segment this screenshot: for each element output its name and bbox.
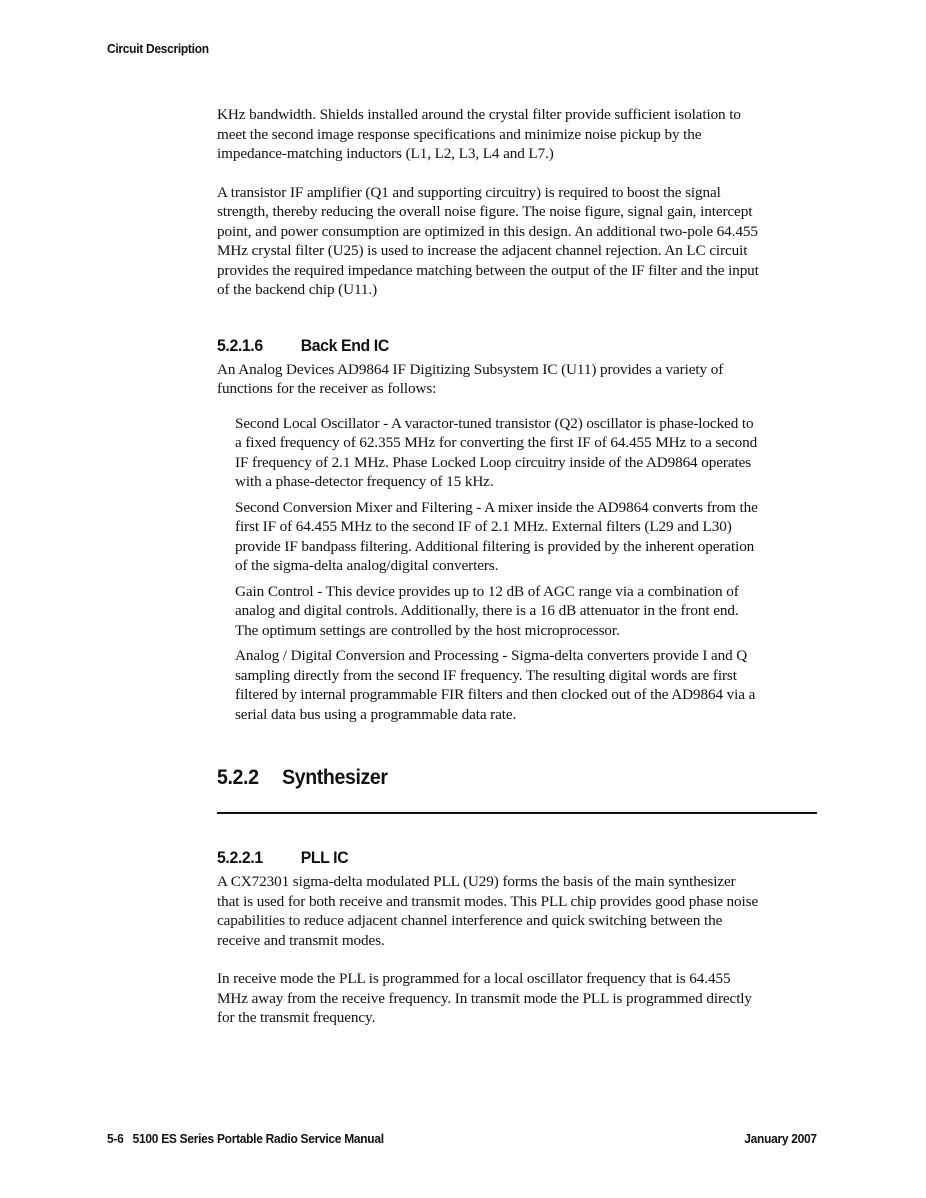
paragraph-if-amplifier <box>217 183 817 300</box>
text-line: for the transmit frequency. <box>217 1009 376 1026</box>
footer-date: January 2007 <box>744 1131 817 1146</box>
text-line: Second Local Oscillator - A varactor-tuned transistor (Q2) oscillator is phase-locked to <box>235 414 754 432</box>
text-line: capabilities to reduce adjacent channel interference and quick switching between the <box>217 912 723 929</box>
section-number: 5.2.1.6 <box>217 335 263 355</box>
text-line: meet the second image response specifications and minimize noise pickup by the <box>217 125 702 143</box>
text-line: sampling directly from the second IF frequency. The resulting digital words are first <box>235 666 737 684</box>
section-heading-5-2-1-6 <box>217 336 775 356</box>
text-line: first IF of 64.455 MHz to the second IF of 2.1 MHz. External filters (L29 and L30) <box>235 518 732 535</box>
text-line: with a phase-detector frequency of 15 kHz. <box>235 473 494 490</box>
text-line: point, and power consumption are optimized in this design. An additional two-pole 64.455 <box>217 222 758 240</box>
section-number: 5.2.2 <box>217 766 259 789</box>
page-number: 5-6 <box>107 1131 124 1146</box>
text-line: In receive mode the PLL is programmed for a local oscillator frequency that is 64.455 <box>217 970 731 987</box>
text-line: functions for the receiver as follows: <box>217 380 437 397</box>
running-header: Circuit Description <box>107 41 209 56</box>
section-title: PLL IC <box>300 848 349 867</box>
text-line: The optimum settings are controlled by the host microprocessor. <box>235 621 620 639</box>
text-line: An Analog Devices AD9864 IF Digitizing Subsystem IC (U11) provides a variety of <box>217 360 724 378</box>
text-line: MHz away from the receive frequency. In transmit mode the PLL is programmed directly <box>217 989 752 1007</box>
text-line: Analog / Digital Conversion and Processing - Sigma-delta converters provide I and Q <box>235 647 748 664</box>
list-item-adc <box>235 646 817 724</box>
page-body <box>217 105 817 1028</box>
text-line: MHz crystal filter (U25) is used to increase the adjacent channel rejection. An LC circuit <box>217 242 748 259</box>
section-heading-5-2-2 <box>217 766 775 790</box>
text-line: IF frequency of 2.1 MHz. Phase Locked Loop circuitry inside of the AD9864 operates <box>235 453 752 471</box>
section-title: Synthesizer <box>282 766 388 789</box>
text-line: Gain Control - This device provides up to 12 dB of AGC range via a combination of <box>235 582 739 600</box>
footer-left <box>107 1131 384 1146</box>
section-title: Back End IC <box>300 335 389 355</box>
text-line: filtered by internal programmable FIR filters and then clocked out of the AD9864 via a <box>235 686 756 703</box>
text-line: provides the required impedance matching between the output of the IF filter and the input <box>217 261 759 279</box>
text-line: a fixed frequency of 62.355 MHz for converting the first IF of 64.455 MHz to a second <box>235 434 758 451</box>
text-line: provide IF bandpass filtering. Additional filtering is provided by the inherent operation <box>235 537 755 555</box>
list-item-second-lo <box>235 414 817 492</box>
text-line: Second Conversion Mixer and Filtering - A mixer inside the AD9864 converts from the <box>235 498 758 516</box>
manual-title: 5100 ES Series Portable Radio Service Manual <box>132 1131 384 1146</box>
paragraph-back-end-intro <box>217 360 817 399</box>
text-line: analog and digital controls. Additionally, there is a 16 dB attenuator in the front end. <box>235 602 739 619</box>
text-line: KHz bandwidth. Shields installed around the crystal filter provide sufficient isolation to <box>217 106 741 123</box>
section-number: 5.2.2.1 <box>217 848 263 867</box>
paragraph-crystal-filter <box>217 105 817 164</box>
list-item-gain-control <box>235 582 817 641</box>
text-line: that is used for both receive and transmit modes. This PLL chip provides good phase noise <box>217 892 759 910</box>
text-line: A transistor IF amplifier (Q1 and supporting circuitry) is required to boost the signal <box>217 183 721 201</box>
text-line: of the sigma-delta analog/digital converters. <box>235 557 499 574</box>
text-line: of the backend chip (U11.) <box>217 281 378 298</box>
text-line: serial data bus using a programmable data rate. <box>235 705 517 723</box>
paragraph-pll-intro <box>217 872 817 950</box>
section-rule <box>217 812 817 814</box>
text-line: strength, thereby reducing the overall noise figure. The noise figure, signal gain, intercept <box>217 203 753 220</box>
text-line: receive and transmit modes. <box>217 931 385 949</box>
text-line: A CX72301 sigma-delta modulated PLL (U29) forms the basis of the main synthesizer <box>217 873 736 890</box>
section-heading-5-2-2-1 <box>217 848 775 868</box>
paragraph-pll-modes <box>217 969 817 1028</box>
text-line: impedance-matching inductors (L1, L2, L3, L4 and L7.) <box>217 145 554 162</box>
list-item-mixer <box>235 498 817 576</box>
